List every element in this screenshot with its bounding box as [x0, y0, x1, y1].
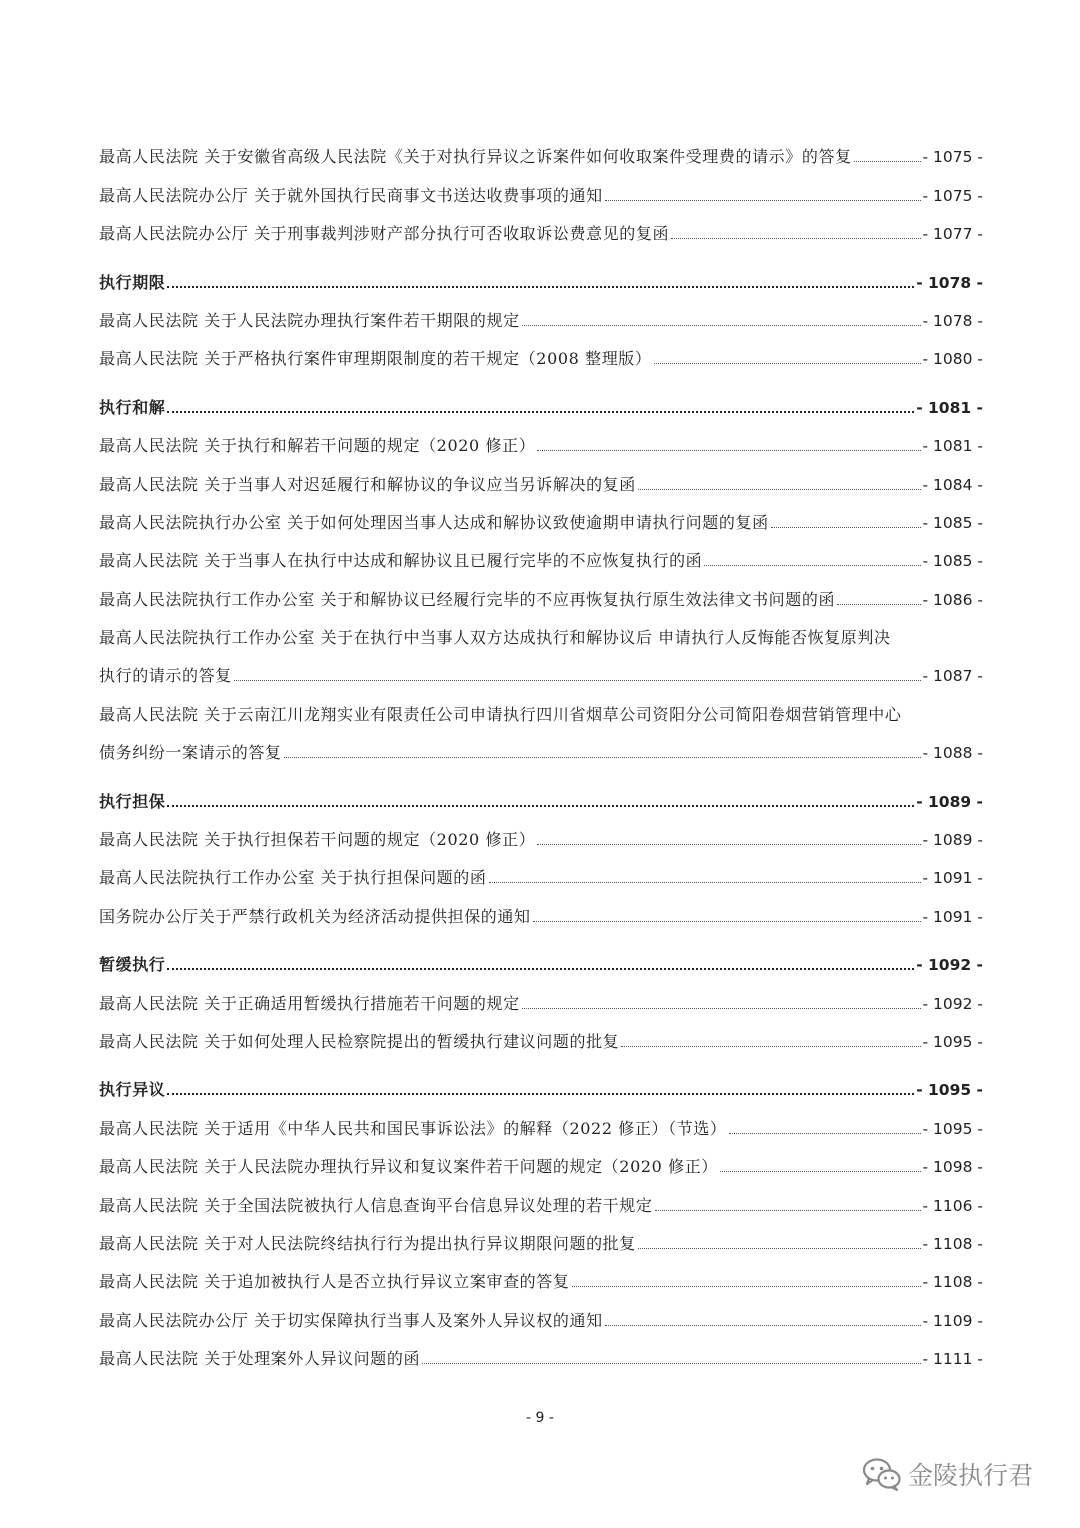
leader-dots — [621, 1045, 920, 1047]
section-page: - 1092 - — [916, 956, 983, 975]
toc-entry[interactable] — [99, 852, 983, 890]
leader-dots — [167, 285, 914, 288]
toc-entry-page: - 1088 - — [922, 744, 983, 763]
leader-dots — [605, 199, 921, 201]
leader-dots — [537, 843, 920, 845]
toc-entry[interactable] — [99, 1294, 983, 1332]
toc-entry-page: - 1085 - — [922, 552, 983, 571]
leader-dots — [167, 967, 914, 970]
leader-dots — [422, 1362, 920, 1364]
toc-entry-title: 最高人民法院 关于全国法院被执行人信息查询平台信息异议处理的若干规定 — [99, 1195, 653, 1215]
leader-dots — [489, 881, 921, 883]
toc-entry[interactable] — [99, 814, 983, 852]
toc-entry-page: - 1109 - — [922, 1311, 983, 1330]
leader-dots — [854, 160, 921, 162]
toc-section-heading[interactable] — [99, 775, 983, 813]
leader-dots — [234, 679, 921, 681]
toc-entry[interactable] — [99, 497, 983, 535]
leader-dots — [537, 449, 920, 451]
toc-entry-title: 最高人民法院 关于处理案外人异议问题的函 — [99, 1349, 421, 1369]
toc-entry-title: 最高人民法院执行工作办公室 关于和解协议已经履行完毕的不应再恢复执行原生效法律文书问题的函 — [99, 589, 836, 609]
leader-dots — [167, 410, 914, 413]
toc-entry-title: 最高人民法院 关于当事人对迟延履行和解协议的争议应当另诉解决的复函 — [99, 474, 636, 494]
toc-entry[interactable] — [99, 535, 983, 573]
toc-section-heading[interactable] — [99, 1064, 983, 1102]
toc-entry-page: - 1084 - — [922, 475, 983, 494]
toc-entry[interactable] — [99, 420, 983, 458]
toc-entry-title: 国务院办公厅关于严禁行政机关为经济活动提供担保的通知 — [99, 906, 531, 926]
toc-entry-page: - 1075 - — [922, 186, 983, 205]
section-title: 执行和解 — [99, 397, 166, 417]
toc-entry-page: - 1080 - — [922, 350, 983, 369]
toc-entry-page: - 1095 - — [922, 1119, 983, 1138]
toc-entry-page: - 1077 - — [922, 225, 983, 244]
toc-entry[interactable] — [99, 458, 983, 496]
section-page: - 1089 - — [916, 792, 983, 811]
section-title: 执行期限 — [99, 272, 166, 292]
toc-entry[interactable] — [99, 169, 983, 207]
toc-entry[interactable] — [99, 295, 983, 333]
toc-entry-page: - 1091 - — [922, 869, 983, 888]
leader-dots — [638, 488, 921, 490]
toc-entry[interactable] — [99, 977, 983, 1015]
watermark — [862, 1456, 1033, 1492]
toc-entry-page: - 1091 - — [922, 907, 983, 926]
leader-dots — [729, 1132, 921, 1134]
toc-entry-title: 最高人民法院办公厅 关于刑事裁判涉财产部分执行可否收取诉讼费意见的复函 — [99, 224, 670, 244]
toc-entry[interactable] — [99, 1256, 983, 1294]
leader-dots — [671, 237, 920, 239]
toc-entry[interactable] — [99, 1179, 983, 1217]
toc-entry-page: - 1089 - — [922, 831, 983, 850]
toc-entry[interactable] — [99, 333, 983, 371]
leader-dots — [837, 603, 920, 605]
toc-entry-title: 最高人民法院 关于云南江川龙翔实业有限责任公司申请执行四川省烟草公司资阳分公司简阳卷烟营销管理中心 — [99, 704, 902, 724]
toc-entry-title: 最高人民法院 关于当事人在执行中达成和解协议且已履行完毕的不应恢复执行的函 — [99, 551, 703, 571]
toc-entry[interactable] — [99, 688, 983, 726]
toc-entry-page: - 1087 - — [922, 667, 983, 686]
toc-entry-title: 最高人民法院 关于执行和解若干问题的规定（2020 修正） — [99, 436, 536, 456]
toc-entry-continuation[interactable] — [99, 727, 983, 765]
toc-entry[interactable] — [99, 612, 983, 650]
leader-dots — [771, 526, 921, 528]
section-title: 暂缓执行 — [99, 955, 166, 975]
toc-entry[interactable] — [99, 208, 983, 246]
toc-entry-title: 最高人民法院 关于追加被执行人是否立执行异议立案审查的答复 — [99, 1272, 570, 1292]
wechat-icon — [862, 1457, 902, 1491]
toc-section-heading[interactable] — [99, 381, 983, 419]
leader-dots — [704, 564, 920, 566]
toc-entry[interactable] — [99, 573, 983, 611]
leader-dots — [167, 804, 914, 807]
toc-entry-title: 最高人民法院办公厅 关于切实保障执行当事人及案外人异议权的通知 — [99, 1310, 603, 1330]
section-title: 执行异议 — [99, 1080, 166, 1100]
toc-entry-page: - 1098 - — [922, 1158, 983, 1177]
toc-entry-page: - 1075 - — [922, 148, 983, 167]
leader-dots — [638, 1247, 921, 1249]
toc-entry-title-continued: 债务纠纷一案请示的答复 — [99, 743, 282, 763]
page-number: - 9 - — [526, 1410, 554, 1426]
toc-entry-title: 最高人民法院 关于执行担保若干问题的规定（2020 修正） — [99, 830, 536, 850]
leader-dots — [533, 920, 921, 922]
toc-entry-title: 最高人民法院 关于安徽省高级人民法院《关于对执行异议之诉案件如何收取案件受理费的请示》的答复 — [99, 147, 852, 167]
section-title: 执行担保 — [99, 791, 166, 811]
toc-entry-title: 最高人民法院 关于正确适用暂缓执行措施若干问题的规定 — [99, 993, 520, 1013]
toc-entry[interactable] — [99, 1016, 983, 1054]
leader-dots — [167, 1092, 914, 1095]
toc-entry[interactable] — [99, 131, 983, 169]
toc-entry-page: - 1108 - — [922, 1234, 983, 1253]
toc-entry-page: - 1085 - — [922, 513, 983, 532]
toc-entry[interactable] — [99, 1333, 983, 1371]
toc-entry-title: 最高人民法院 关于对人民法院终结执行行为提出执行异议期限问题的批复 — [99, 1233, 636, 1253]
toc-entry-continuation[interactable] — [99, 650, 983, 688]
leader-dots — [284, 756, 921, 758]
toc-entry-title: 最高人民法院 关于人民法院办理执行案件若干期限的规定 — [99, 310, 520, 330]
toc-entry-title: 最高人民法院执行办公室 关于如何处理因当事人达成和解协议致使逾期申请执行问题的复函 — [99, 512, 769, 532]
toc-entry-title: 最高人民法院 关于如何处理人民检察院提出的暂缓执行建议问题的批复 — [99, 1031, 620, 1051]
section-page: - 1078 - — [916, 273, 983, 292]
toc-entry-title: 最高人民法院 关于适用《中华人民共和国民事诉讼法》的解释（2022 修正）（节选） — [99, 1118, 727, 1138]
toc-entry-title: 最高人民法院执行工作办公室 关于在执行中当事人双方达成执行和解协议后 申请执行人反悔能否恢复原判决 — [99, 628, 891, 648]
leader-dots — [720, 1170, 921, 1172]
toc-entry-page: - 1078 - — [922, 311, 983, 330]
toc-entry-page: - 1106 - — [922, 1196, 983, 1215]
leader-dots — [655, 1209, 921, 1211]
toc-entry-page: - 1108 - — [922, 1273, 983, 1292]
section-page: - 1095 - — [916, 1081, 983, 1100]
toc-entry-title: 最高人民法院 关于人民法院办理执行异议和复议案件若干问题的规定（2020 修正） — [99, 1157, 718, 1177]
toc-entry-page: - 1081 - — [922, 437, 983, 456]
leader-dots — [605, 1324, 921, 1326]
leader-dots — [522, 324, 921, 326]
toc-section-heading[interactable] — [99, 256, 983, 294]
toc-entry[interactable] — [99, 1102, 983, 1140]
leader-dots — [654, 362, 921, 364]
watermark-text: 金陵执行君 — [908, 1461, 1034, 1490]
toc-entry-title: 最高人民法院执行工作办公室 关于执行担保问题的函 — [99, 868, 487, 888]
section-page: - 1081 - — [916, 398, 983, 417]
leader-dots — [572, 1285, 921, 1287]
toc-entry[interactable] — [99, 1141, 983, 1179]
toc-entry-page: - 1111 - — [922, 1350, 983, 1369]
toc-entry-page: - 1086 - — [922, 590, 983, 609]
toc-section-heading[interactable] — [99, 939, 983, 977]
toc-entry-page: - 1095 - — [922, 1032, 983, 1051]
toc-entry[interactable] — [99, 890, 983, 928]
toc-entry-title-continued: 执行的请示的答复 — [99, 666, 232, 686]
toc-entry-title: 最高人民法院 关于严格执行案件审理期限制度的若干规定（2008 整理版） — [99, 349, 652, 369]
table-of-contents — [99, 131, 983, 1371]
leader-dots — [522, 1007, 921, 1009]
toc-entry[interactable] — [99, 1218, 983, 1256]
toc-entry-page: - 1092 - — [922, 994, 983, 1013]
toc-entry-title: 最高人民法院办公厅 关于就外国执行民商事文书送达收费事项的通知 — [99, 185, 603, 205]
